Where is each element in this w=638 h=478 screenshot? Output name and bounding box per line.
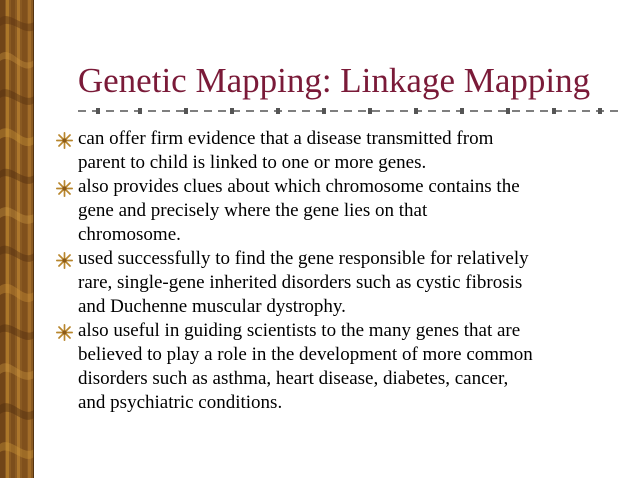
bullet-item: [56, 247, 634, 319]
bullet-item: [56, 319, 634, 415]
bullet-line: and Duchenne muscular dystrophy.: [78, 296, 346, 317]
star-burst-bullet-icon: [56, 252, 73, 269]
star-burst-bullet-icon: [56, 132, 73, 149]
bullet-line: disorders such as asthma, heart disease, diabetes, cancer,: [78, 368, 509, 389]
bullet-line: and psychiatric conditions.: [78, 392, 283, 413]
wood-texture-image: [0, 0, 34, 478]
bullet-list: [56, 127, 634, 415]
bullet-line: used successfully to find the gene responsible for relatively: [78, 248, 529, 269]
textured-left-strip: [0, 0, 34, 478]
star-burst-bullet-icon: [56, 324, 73, 341]
bullet-line: also useful in guiding scientists to the many genes that are: [78, 320, 521, 341]
slide-title: Genetic Mapping: Linkage Mapping: [77, 61, 591, 100]
bullet-line: chromosome.: [78, 224, 181, 245]
bullet-line: rare, single-gene inherited disorders such as cystic fibrosis: [78, 272, 523, 293]
bullet-line: believed to play a role in the development of more common: [78, 344, 533, 365]
bullet-line: gene and precisely where the gene lies on that: [78, 200, 428, 221]
bullet-item: [56, 175, 634, 247]
bullet-line: also provides clues about which chromosome contains the: [78, 176, 520, 197]
bullet-line: parent to child is linked to one or more genes.: [78, 152, 427, 173]
bullet-line: can offer firm evidence that a disease transmitted from: [78, 128, 494, 149]
dashed-divider: [78, 104, 624, 118]
bullet-item: [56, 127, 634, 175]
star-burst-bullet-icon: [56, 180, 73, 197]
